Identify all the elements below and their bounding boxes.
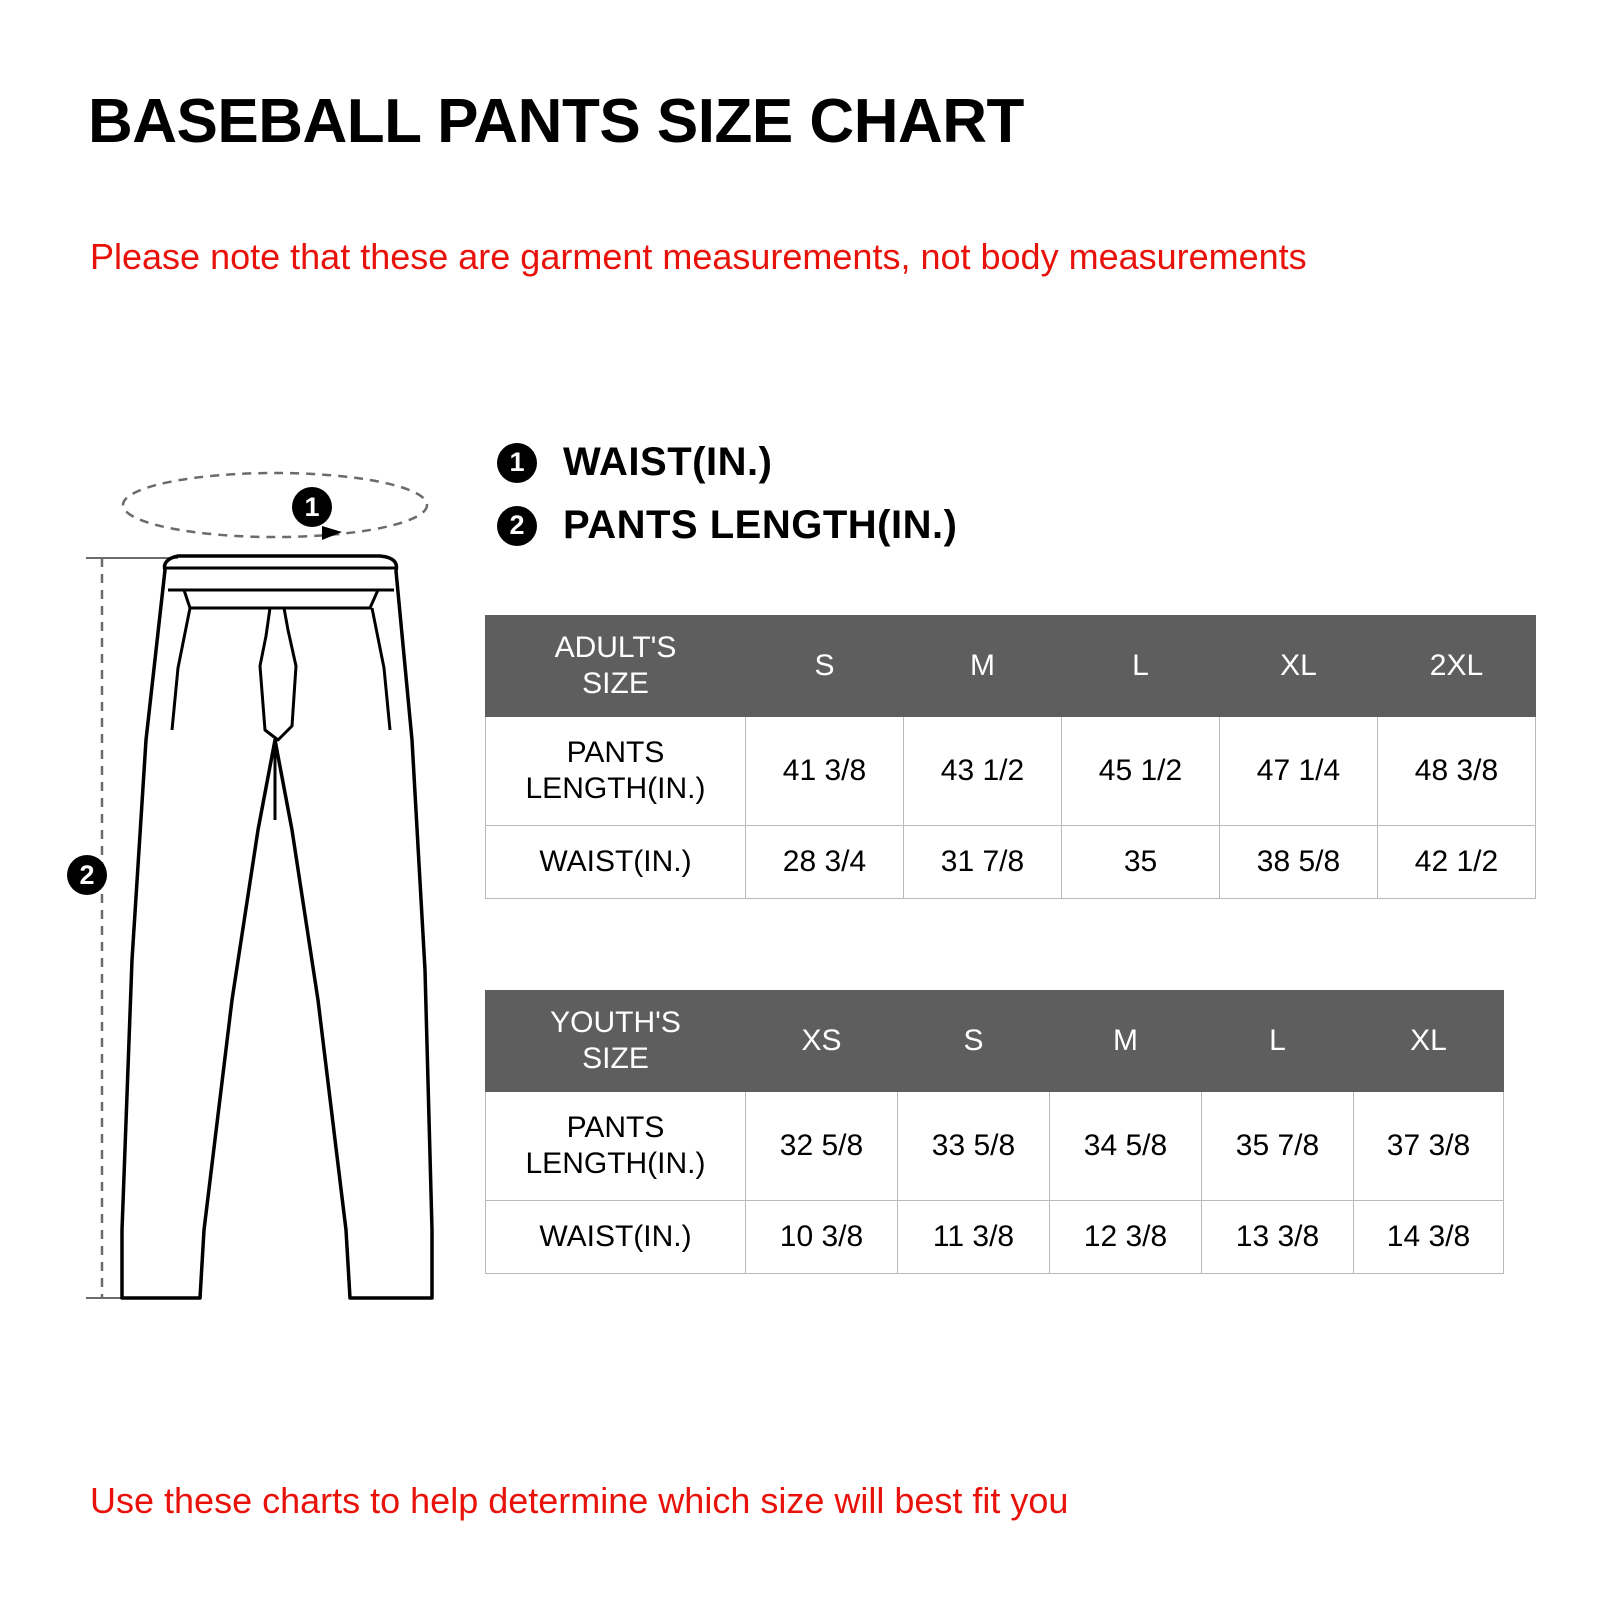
adult-length-m: 43 1/2 [904,717,1062,826]
adult-length-2xl: 48 3/8 [1378,717,1536,826]
diagram-marker-2-icon: 2 [67,855,107,895]
adult-waist-xl: 38 5/8 [1220,826,1378,899]
table-row [486,1092,1504,1201]
legend-label-pants-length: PANTS LENGTH(IN.) [563,503,958,547]
adult-size-table [485,615,1536,899]
legend-item-waist [497,440,957,485]
youth-length-s: 33 5/8 [898,1092,1050,1201]
youth-length-l: 35 7/8 [1202,1092,1354,1201]
adult-row-label-waist: WAIST(IN.) [486,826,746,899]
youth-header-line2: SIZE [582,1042,649,1075]
adult-waist-s: 28 3/4 [746,826,904,899]
diagram-marker-1-icon: 1 [292,487,332,527]
youth-col-xl: XL [1354,991,1504,1092]
legend-item-pants-length [497,503,957,548]
adult-col-m: M [904,616,1062,717]
youth-table-header-row [486,991,1504,1092]
youth-waist-s: 11 3/8 [898,1201,1050,1274]
youth-waist-m: 12 3/8 [1050,1201,1202,1274]
pants-diagram [60,440,480,1340]
youth-header-line1: YOUTH'S [550,1006,681,1039]
page-title: BASEBALL PANTS SIZE CHART [88,87,1024,156]
adult-length-s: 41 3/8 [746,717,904,826]
youth-col-m: M [1050,991,1202,1092]
pants-illustration-svg [60,440,480,1340]
youth-col-l: L [1202,991,1354,1092]
adult-waist-2xl: 42 1/2 [1378,826,1536,899]
marker-1-icon: 1 [497,443,537,483]
youth-row-label-pants-length [486,1092,746,1201]
adult-header-line1: ADULT'S [554,631,677,664]
adult-length-l: 45 1/2 [1062,717,1220,826]
adult-waist-l: 35 [1062,826,1220,899]
adult-header-line2: SIZE [582,667,649,700]
table-row [486,826,1536,899]
adult-row-label-pants-length [486,717,746,826]
adult-row0-label-line1: PANTS [566,736,665,769]
youth-col-xs: XS [746,991,898,1092]
adult-row0-label-line2: LENGTH(IN.) [525,772,706,805]
youth-waist-xl: 14 3/8 [1354,1201,1504,1274]
youth-row0-label-line1: PANTS [566,1111,665,1144]
adult-col-l: L [1062,616,1220,717]
adult-header-size-label [486,616,746,717]
youth-waist-l: 13 3/8 [1202,1201,1354,1274]
youth-size-table [485,990,1504,1274]
marker-2-icon: 2 [497,506,537,546]
youth-header-size-label [486,991,746,1092]
adult-col-s: S [746,616,904,717]
adult-col-2xl: 2XL [1378,616,1536,717]
youth-waist-xs: 10 3/8 [746,1201,898,1274]
table-row [486,717,1536,826]
adult-waist-m: 31 7/8 [904,826,1062,899]
youth-length-m: 34 5/8 [1050,1092,1202,1201]
table-row [486,1201,1504,1274]
legend [497,440,957,566]
youth-length-xl: 37 3/8 [1354,1092,1504,1201]
youth-col-s: S [898,991,1050,1092]
footer-note: Use these charts to help determine which size will best fit you [90,1480,1069,1521]
youth-row-label-waist: WAIST(IN.) [486,1201,746,1274]
legend-label-waist: WAIST(IN.) [563,440,773,484]
adult-length-xl: 47 1/4 [1220,717,1378,826]
garment-measurement-note: Please note that these are garment measurements, not body measurements [90,236,1307,277]
adult-table-header-row [486,616,1536,717]
youth-row0-label-line2: LENGTH(IN.) [525,1147,706,1180]
youth-length-xs: 32 5/8 [746,1092,898,1201]
adult-col-xl: XL [1220,616,1378,717]
